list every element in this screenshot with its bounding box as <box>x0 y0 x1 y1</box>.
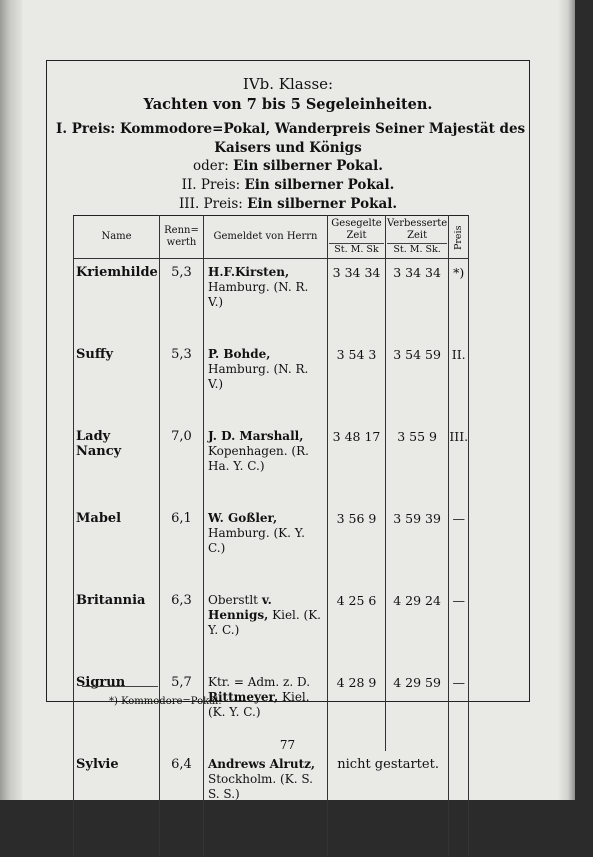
second-prize-label: II. Preis: <box>181 177 241 193</box>
footnote: *) Kommodore=Pokal. <box>109 696 222 707</box>
yacht-name: Sylvie <box>74 751 160 857</box>
header-gesegelte-1: Gesegelte <box>331 218 382 229</box>
header-gesegelte-zeit <box>328 216 386 259</box>
sailed-time: 4 25 6 <box>328 587 386 669</box>
owner-details: Hamburg. (K. Y. C.) <box>208 526 305 555</box>
header-preis: Preis <box>449 216 469 259</box>
page-binding-shadow <box>0 0 22 800</box>
header-rennwerth <box>160 216 204 259</box>
rennwerth-value: 5,3 <box>160 341 204 423</box>
sailed-time: 3 54 3 <box>328 341 386 423</box>
owner-name: v. Hennigs, <box>208 593 272 622</box>
table-row <box>74 751 469 857</box>
rennwerth-value: 5,7 <box>160 669 204 751</box>
yacht-name: Sigrun <box>74 669 160 751</box>
first-prize-alt: Ein silberner Pokal. <box>233 158 383 174</box>
rennwerth-value: 6,3 <box>160 587 204 669</box>
third-prize-value: Ein silberner Pokal. <box>247 196 398 212</box>
owner-rank: Ktr. = Adm. z. D. <box>208 675 311 689</box>
owner-name: Andrews Alrutz, <box>208 757 316 771</box>
third-prize-line <box>47 196 529 212</box>
table-row <box>74 423 469 505</box>
owner-entry <box>204 505 328 587</box>
first-prize-line-3 <box>47 158 529 174</box>
rennwerth-value: 6,4 <box>160 751 204 857</box>
corrected-time: 3 54 59 <box>386 341 449 423</box>
header-verbesserte-units: St. M. Sk. <box>387 243 447 256</box>
header-verbesserte-2: Zeit <box>407 230 428 241</box>
first-prize-text: I. Preis: Kommodore=Pokal, Wanderpreis Seiner Majestät des <box>56 121 526 137</box>
prize-value: — <box>449 587 469 669</box>
prize-value: III. <box>449 423 469 505</box>
sailed-time: 3 48 17 <box>328 423 386 505</box>
owner-details: Hamburg. (N. R. V.) <box>208 362 309 391</box>
page-number: 77 <box>279 738 296 752</box>
not-started-note: nicht gestartet. <box>328 751 449 857</box>
class-title: Yachten von 7 bis 5 Segeleinheiten. <box>143 96 433 113</box>
owner-entry <box>204 751 328 857</box>
header-verbesserte-1: Verbesserte <box>387 218 448 229</box>
owner-entry <box>204 423 328 505</box>
table-row <box>74 341 469 423</box>
owner-details: Kiel. (K. Y. C.) <box>208 608 321 637</box>
table-row <box>74 587 469 669</box>
owner-name: W. Goßler, <box>208 511 278 525</box>
table-header-row <box>74 216 469 259</box>
page-edge-shadow <box>558 0 575 800</box>
owner-name: P. Bohde, <box>208 347 271 361</box>
yacht-name: Kriemhilde <box>74 259 160 342</box>
results-table <box>73 215 469 857</box>
corrected-time: 3 55 9 <box>386 423 449 505</box>
corrected-time: 3 34 34 <box>386 259 449 342</box>
sailed-time: 3 56 9 <box>328 505 386 587</box>
sailed-time: 4 28 9 <box>328 669 386 751</box>
owner-name: H.F.Kirsten, <box>208 265 290 279</box>
owner-entry <box>204 587 328 669</box>
rennwerth-value: 5,3 <box>160 259 204 342</box>
header-verbesserte-zeit <box>386 216 449 259</box>
rennwerth-value: 6,1 <box>160 505 204 587</box>
first-prize-line-2: Kaisers und Königs <box>214 140 362 156</box>
corrected-time: 4 29 24 <box>386 587 449 669</box>
corrected-time: 3 59 39 <box>386 505 449 587</box>
first-prize-line-1 <box>56 121 525 137</box>
sailed-time: 3 34 34 <box>328 259 386 342</box>
owner-rank: Oberstlt <box>208 593 258 607</box>
rennwerth-value: 7,0 <box>160 423 204 505</box>
class-heading: IVb. Klasse: <box>242 75 334 93</box>
header-gesegelte-2: Zeit <box>346 230 367 241</box>
prize-value: — <box>449 669 469 751</box>
header-gemeldet: Gemeldet von Herrn <box>204 216 328 259</box>
corrected-time: 4 29 59 <box>386 669 449 751</box>
prize-value-empty <box>449 751 469 857</box>
owner-details: Stockholm. (K. S. S. S.) <box>208 772 313 801</box>
table-row <box>74 259 469 342</box>
owner-details: Kopenhagen. (R. Ha. Y. C.) <box>208 444 309 473</box>
yacht-name: Mabel <box>74 505 160 587</box>
yacht-name: Britannia <box>74 587 160 669</box>
prize-value: — <box>449 505 469 587</box>
owner-entry <box>204 341 328 423</box>
header-gesegelte-units: St. M. Sk <box>329 243 384 256</box>
third-prize-label: III. Preis: <box>178 196 243 212</box>
yacht-name: Suffy <box>74 341 160 423</box>
owner-details: Hamburg. (N. R. V.) <box>208 280 309 309</box>
header-rennwerth-1: Renn= <box>164 225 199 236</box>
first-prize-or: oder: <box>193 158 229 174</box>
yacht-name: Lady Nancy <box>74 423 160 505</box>
second-prize-line <box>47 177 529 193</box>
footnote-rule <box>82 686 158 687</box>
owner-details: Kiel. (K. Y. C.) <box>208 690 310 719</box>
prize-value: *) <box>449 259 469 342</box>
second-prize-value: Ein silberner Pokal. <box>244 177 395 193</box>
owner-name: J. D. Marshall, <box>208 429 304 443</box>
header-name: Name <box>74 216 160 259</box>
owner-entry <box>204 259 328 342</box>
owner-name: Rittmeyer, <box>208 690 279 704</box>
header-rennwerth-2: werth <box>166 237 197 248</box>
table-row <box>74 505 469 587</box>
prize-value: II. <box>449 341 469 423</box>
